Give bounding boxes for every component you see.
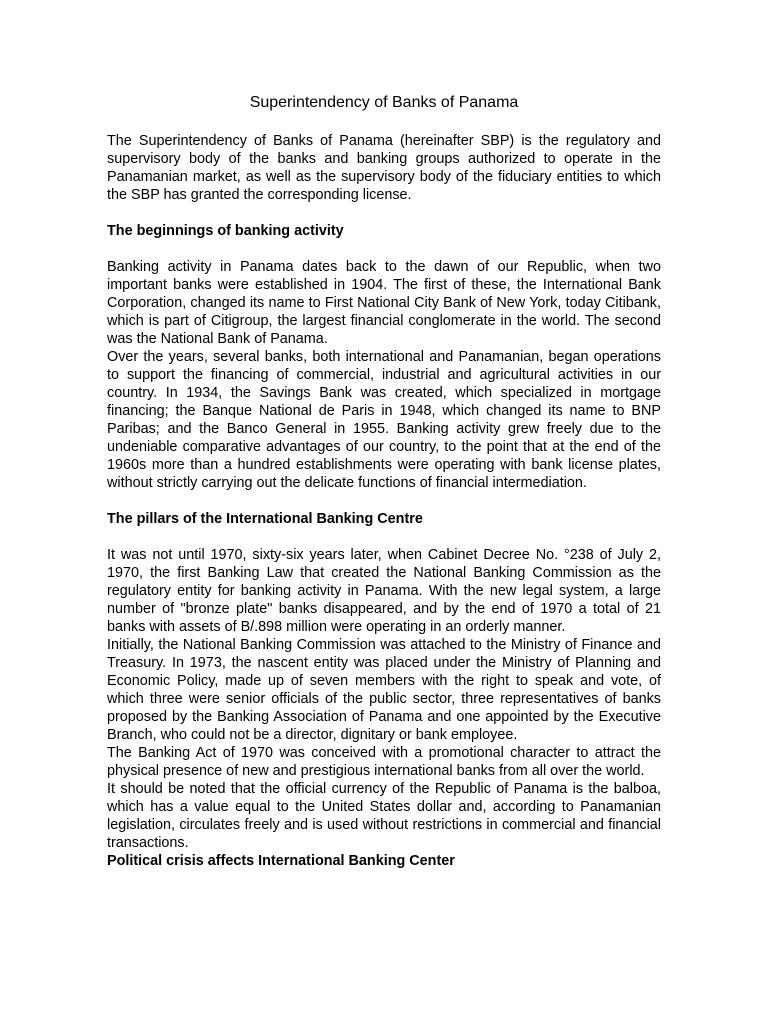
document-page	[107, 92, 661, 870]
body-paragraph: It was not until 1970, sixty-six years later, when Cabinet Decree No. °238 of July 2, 1970, the first Banking Law that created the National Banking Commission as the regulatory entity for banking activity in Panama. With the new legal system, a large number of "bronze plate" banks disappeared, and by the end of 1970 a total of 21 banks with assets of B/.898 million were operating in an orderly manner.	[107, 547, 661, 635]
document-title: Superintendency of Banks of Panama	[249, 94, 519, 111]
body-paragraph: Initially, the National Banking Commission was attached to the Ministry of Finance and Treasury. In 1973, the nascent entity was placed under the Ministry of Planning and Economic Policy, made up of seven members with the right to speak and vote, of which three were senior officials of the public sector, three representatives of banks proposed by the Banking Association of Panama and one appointed by the Executive Branch, who could not be a director, dignitary or bank employee.	[107, 637, 661, 743]
section-heading-political-crisis: Political crisis affects International Banking Center	[107, 853, 455, 869]
body-paragraph: Banking activity in Panama dates back to the dawn of our Republic, when two important banks were established in 1904. The first of these, the International Bank Corporation, changed its name to First National City Bank of New York, today Citibank, which is part of Citigroup, the largest financial conglomerate in the world. The second was the National Bank of Panama.	[107, 259, 661, 347]
body-paragraph: The Banking Act of 1970 was conceived with a promotional character to attract the physical presence of new and prestigious international banks from all over the world.	[107, 745, 661, 779]
body-paragraph: It should be noted that the official currency of the Republic of Panama is the balboa, which has a value equal to the United States dollar and, according to Panamanian legislation, circulates freely and is used without restrictions in commercial and financial transactions.	[107, 781, 661, 851]
body-paragraph: Over the years, several banks, both international and Panamanian, began operations to support the financing of commercial, industrial and agricultural activities in our country. In 1934, the Savings Bank was created, which specialized in mortgage financing; the Banque National de Paris in 1948, which changed its name to BNP Paribas; and the Banco General in 1955. Banking activity grew freely due to the undeniable comparative advantages of our country, to the point that at the end of the 1960s more than a hundred establishments were operating with bank license plates, without strictly carrying out the delicate functions of financial intermediation.	[107, 349, 661, 491]
section-heading-beginnings: The beginnings of banking activity	[107, 223, 344, 239]
intro-paragraph: The Superintendency of Banks of Panama (hereinafter SBP) is the regulatory and supervisory body of the banks and banking groups authorized to operate in the Panamanian market, as well as the supervisory body of the fiduciary entities to which the SBP has granted the corresponding license.	[107, 133, 661, 203]
section-heading-pillars: The pillars of the International Banking Centre	[107, 511, 423, 527]
